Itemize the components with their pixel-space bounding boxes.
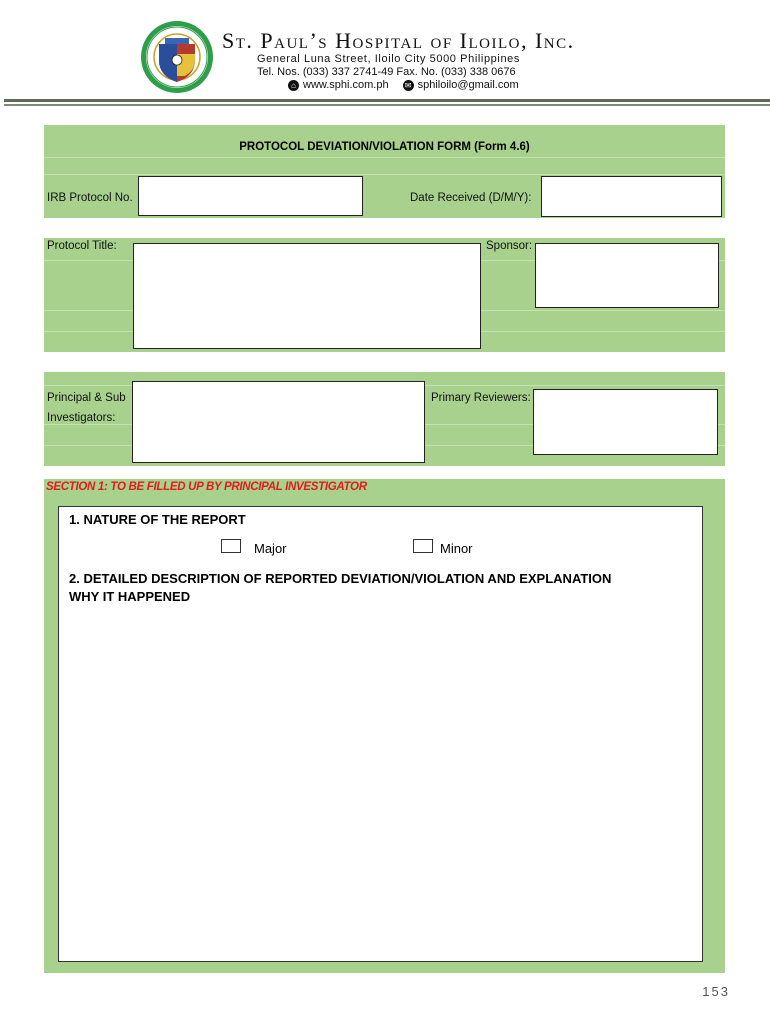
protocol-title-field[interactable] — [133, 243, 481, 349]
section1-label: SECTION 1: TO BE FILLED UP BY PRINCIPAL INVESTIGATOR — [46, 481, 367, 493]
header-divider-thin — [4, 104, 770, 106]
primary-reviewers-field[interactable] — [533, 389, 718, 455]
date-received-field[interactable] — [541, 176, 722, 217]
hospital-website[interactable]: www.sphi.com.ph — [303, 79, 389, 91]
date-received-label: Date Received (D/M/Y): — [410, 192, 532, 204]
sponsor-label: Sponsor: — [486, 240, 533, 252]
description-heading-line2: WHY IT HAPPENED — [69, 589, 191, 604]
globe-icon: ⌂ — [288, 80, 299, 91]
major-label: Major — [254, 541, 287, 556]
form-header-block — [44, 125, 725, 218]
email-icon: ✉ — [403, 80, 414, 91]
irb-protocol-field[interactable] — [138, 176, 363, 216]
major-checkbox[interactable] — [221, 539, 241, 553]
hospital-phone: Tel. Nos. (033) 337 2741-49 Fax. No. (033) 338 0676 — [257, 66, 516, 78]
hospital-seal-logo — [137, 20, 217, 94]
investigators-block — [44, 372, 725, 466]
description-field[interactable] — [58, 610, 703, 962]
irb-protocol-label: IRB Protocol No. — [47, 192, 133, 204]
hospital-contact-line — [288, 79, 519, 91]
protocol-title-label: Protocol Title: — [47, 240, 117, 252]
page-number: 153 — [702, 984, 730, 999]
hospital-name: St. Paul’s Hospital of Iloilo, Inc. — [222, 28, 575, 53]
header-divider — [4, 99, 770, 102]
minor-label: Minor — [440, 541, 473, 556]
protocol-info-block — [44, 238, 725, 352]
nature-of-report-header — [58, 506, 703, 534]
sponsor-field[interactable] — [535, 243, 719, 308]
hospital-email[interactable]: sphiloilo@gmail.com — [417, 79, 519, 91]
primary-reviewers-label: Primary Reviewers: — [431, 392, 531, 404]
hospital-address: General Luna Street, Iloilo City 5000 Philippines — [257, 53, 520, 65]
minor-checkbox[interactable] — [413, 539, 433, 553]
investigators-label-line2: Investigators: — [47, 412, 116, 424]
form-title: PROTOCOL DEVIATION/VIOLATION FORM (Form 4.6) — [239, 141, 530, 153]
investigators-field[interactable] — [132, 381, 425, 463]
nature-of-report-heading: 1. NATURE OF THE REPORT — [69, 512, 246, 527]
description-heading-line1: 2. DETAILED DESCRIPTION OF REPORTED DEVIATION/VIOLATION AND EXPLANATION — [69, 571, 612, 586]
description-header — [58, 562, 703, 611]
nature-options-row — [58, 532, 703, 563]
investigators-label-line1: Principal & Sub — [47, 392, 126, 404]
